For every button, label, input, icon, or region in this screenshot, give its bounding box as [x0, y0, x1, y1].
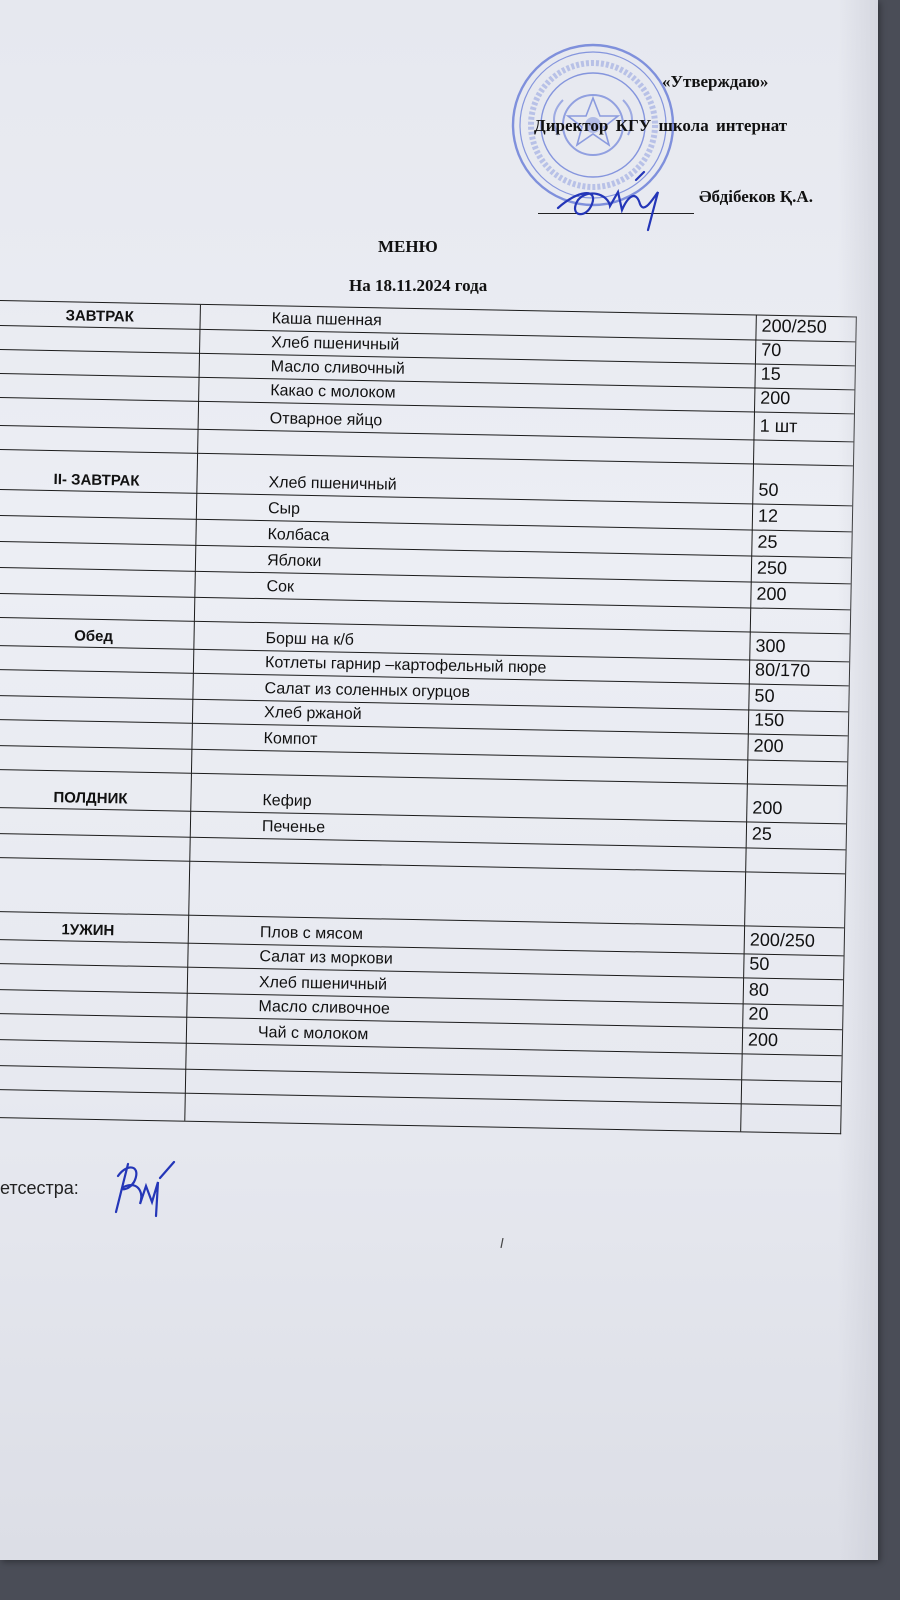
meal-cell [0, 593, 195, 621]
quantity-cell [753, 411, 854, 441]
dish-name: Масло сливочное [258, 998, 390, 1018]
meal-label [0, 378, 198, 382]
meal-cell [0, 695, 193, 723]
meal-label [0, 750, 191, 754]
dish-name: Хлеб пшеничный [271, 334, 400, 354]
dish-quantity: 15 [760, 363, 781, 385]
meal-label [0, 406, 198, 410]
meal-cell [0, 989, 188, 1017]
dish-name: Отварное яйцо [269, 410, 383, 430]
meal-cell [0, 645, 194, 673]
meal-cell [0, 1065, 186, 1093]
quantity-cell [747, 759, 847, 785]
quantity-cell [746, 821, 846, 849]
quantity-cell [750, 581, 850, 609]
dish-quantity: 200/250 [749, 929, 816, 951]
dish-quantity: 150 [753, 709, 785, 731]
quantity-cell [752, 463, 853, 505]
meal-label [0, 574, 195, 578]
meal-label [0, 892, 189, 896]
quantity-cell [741, 1053, 841, 1081]
quantity-cell [754, 364, 854, 390]
quantity-cell [752, 503, 852, 531]
quantity-cell [753, 439, 853, 465]
dish-name: Компот [263, 730, 318, 749]
dish-quantity: 80/170 [754, 659, 811, 681]
dish-name: Сыр [267, 500, 301, 518]
meal-label [0, 726, 192, 730]
meal-label [0, 330, 199, 334]
meal-cell [0, 541, 196, 571]
meal-cell [0, 911, 189, 943]
dish-name: Чай с молоком [257, 1024, 369, 1044]
dish-quantity: 200/250 [761, 315, 827, 337]
quantity-cell [745, 847, 845, 873]
meal-cell [0, 489, 197, 519]
meal-cell [0, 769, 192, 811]
dish-quantity: 200 [747, 1029, 779, 1051]
quantity-cell [747, 733, 847, 761]
dish-name: Сок [266, 578, 295, 596]
meal-label [0, 1046, 186, 1050]
meal-label [0, 598, 194, 602]
meal-cell [0, 669, 194, 699]
dish-quantity: 70 [760, 339, 782, 361]
meal-label [0, 970, 187, 974]
dish-quantity: 200 [752, 797, 783, 819]
meal-cell [0, 397, 199, 429]
dish-quantity: 1 шт [759, 415, 798, 437]
quantity-cell [743, 977, 843, 1005]
meal-label [0, 814, 190, 818]
quantity-cell [755, 316, 855, 342]
meal-cell [0, 449, 198, 493]
menu-grid [0, 300, 857, 1134]
meal-label: ЗАВТРАК [65, 307, 135, 326]
dish-name: Хлеб пшеничный [258, 974, 388, 994]
dish-name: Хлеб ржаной [263, 704, 362, 724]
meal-cell [0, 1013, 187, 1043]
dish-quantity: 250 [756, 557, 788, 579]
meal-label [0, 994, 187, 998]
dish-name: Котлеты гарнир –картофельный пюре [264, 654, 547, 677]
quantity-cell [741, 1079, 841, 1105]
meal-cell [0, 963, 188, 993]
meal-label [0, 522, 196, 526]
approval-label: «Утверждаю» [662, 72, 769, 91]
meal-cell [0, 807, 191, 837]
meal-label [0, 700, 192, 704]
meal-cell [0, 617, 195, 649]
director-signature [548, 170, 688, 232]
meal-label [0, 838, 190, 842]
dish-name: Колбаса [267, 526, 330, 545]
quantity-cell [746, 783, 847, 823]
dish-quantity: 50 [758, 479, 779, 500]
meal-cell [0, 567, 196, 597]
meal-label: II- ЗАВТРАК [53, 471, 140, 490]
meal-cell [0, 939, 189, 967]
director-title: Директор КГУ школа интернат [534, 116, 788, 135]
quantity-cell [742, 1003, 842, 1029]
quantity-cell [743, 953, 843, 979]
quantity-cell [744, 925, 845, 955]
dish-name: Кефир [262, 792, 312, 811]
meal-label [0, 1020, 186, 1024]
quantity-cell [755, 340, 855, 366]
dish-name: Масло сливочный [270, 358, 405, 378]
meal-cell [0, 857, 190, 915]
dish-name: Салат из моркови [259, 948, 393, 968]
dish-quantity: 300 [755, 635, 786, 657]
director-name: Әбдібеков Қ.А. [699, 187, 813, 206]
meal-cell [0, 1039, 187, 1069]
document-title: МЕНЮ [378, 237, 438, 256]
dish-quantity: 200 [760, 387, 791, 409]
dish-name: Салат из соленных огурцов [264, 680, 471, 702]
meal-label [0, 676, 193, 680]
dish-name: Печенье [261, 818, 326, 837]
meal-cell [0, 515, 197, 545]
meal-label [0, 548, 195, 552]
quantity-cell [751, 555, 851, 583]
quantity-cell [749, 659, 849, 685]
meal-label [0, 1098, 185, 1102]
meal-label [0, 496, 196, 500]
quantity-cell [751, 529, 851, 557]
dish-quantity: 200 [756, 583, 787, 605]
quantity-cell [749, 631, 850, 661]
dish-name: Какао с молоком [270, 382, 396, 402]
quantity-cell [748, 709, 848, 735]
menu-table [0, 300, 872, 1189]
dish-quantity: 20 [748, 1003, 769, 1024]
dish-quantity: 80 [748, 979, 770, 1000]
meal-cell [0, 719, 193, 749]
dish-quantity: 25 [751, 823, 773, 844]
dish-name: Хлеб пшеничный [268, 474, 397, 494]
quantity-cell [740, 1103, 841, 1133]
dish-name: Плов с мясом [259, 924, 364, 944]
dish-quantity: 50 [749, 953, 770, 974]
dish-quantity: 50 [754, 685, 775, 706]
dish-name: Яблоки [266, 552, 322, 571]
quantity-cell [744, 871, 845, 927]
meal-cell [0, 745, 192, 773]
nurse-signature [98, 1152, 182, 1220]
meal-label [0, 1070, 185, 1074]
meal-label [0, 944, 188, 948]
meal-label [0, 650, 193, 654]
nurse-label: етсестра: [0, 1178, 79, 1198]
document-date: На 18.11.2024 года [349, 276, 488, 295]
meal-cell [0, 1089, 186, 1121]
meal-label: 1УЖИН [61, 921, 115, 940]
dish-name: Борш на к/б [265, 630, 355, 649]
quantity-cell [742, 1027, 842, 1055]
dish-quantity: 25 [757, 531, 778, 552]
quantity-cell [748, 683, 848, 711]
pen-mark [500, 1238, 504, 1248]
dish-quantity: 12 [757, 505, 779, 526]
meal-label [0, 354, 199, 358]
meal-label: Обед [73, 627, 114, 646]
dish-quantity: 200 [753, 735, 784, 757]
meal-label: ПОЛДНИК [53, 789, 128, 808]
meal-label [0, 430, 197, 434]
quantity-cell [754, 387, 854, 413]
quantity-cell [750, 607, 850, 633]
meal-cell [0, 833, 191, 861]
dish-name: Каша пшенная [271, 310, 382, 330]
